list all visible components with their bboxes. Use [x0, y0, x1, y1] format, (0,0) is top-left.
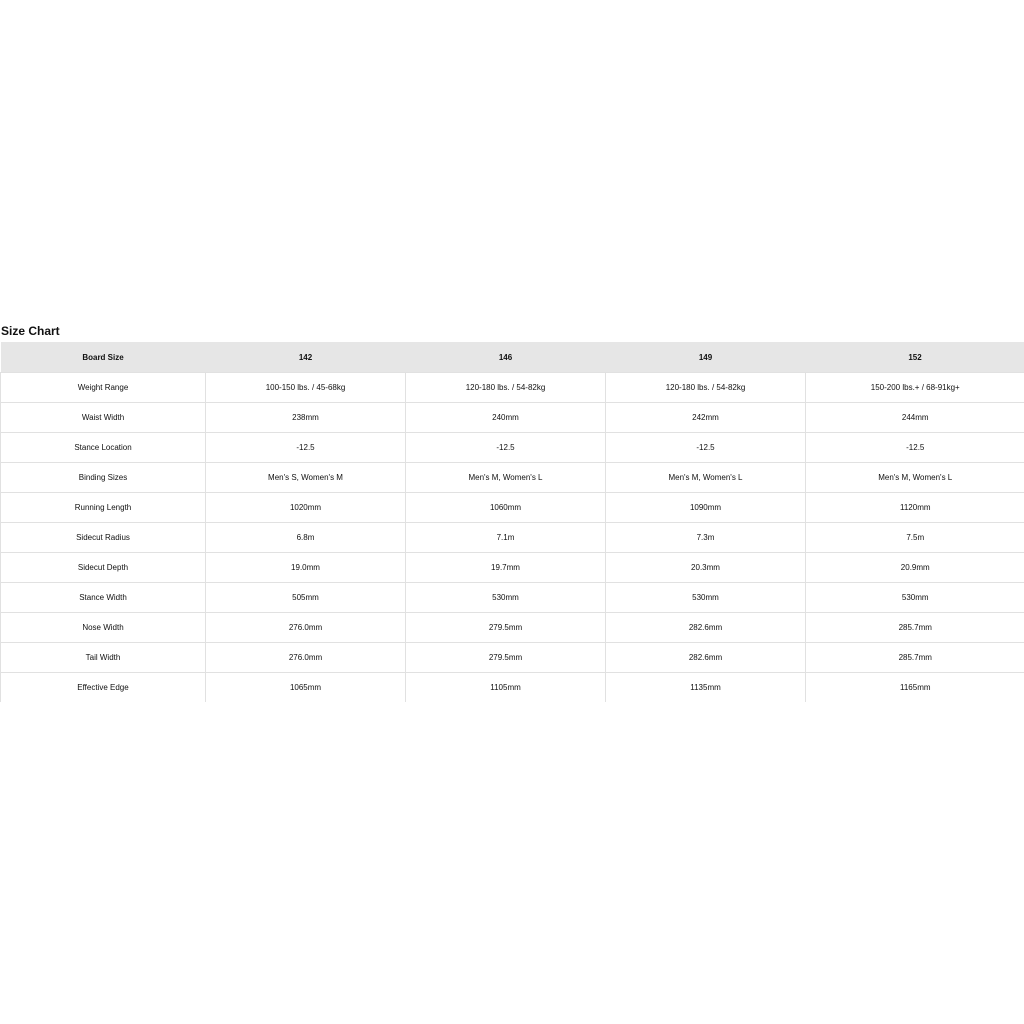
table-row	[1, 463, 1024, 493]
header-cell-146: 146	[406, 342, 606, 373]
table-header-row	[1, 342, 1024, 373]
table-cell-label: Weight Range	[1, 373, 206, 403]
table-cell-size-152: Men's M, Women's L	[806, 463, 1024, 493]
table-row	[1, 373, 1024, 403]
table-row	[1, 403, 1024, 433]
table-cell-size-152: 1165mm	[806, 673, 1024, 703]
header-cell-152: 152	[806, 342, 1024, 373]
table-cell-size-152: -12.5	[806, 433, 1024, 463]
table-cell-label: Binding Sizes	[1, 463, 206, 493]
table-cell-size-142: 276.0mm	[206, 643, 406, 673]
table-cell-size-142: 6.8m	[206, 523, 406, 553]
table-cell-size-149: 7.3m	[606, 523, 806, 553]
table-cell-size-142: 1065mm	[206, 673, 406, 703]
table-cell-size-149: 242mm	[606, 403, 806, 433]
table-row	[1, 523, 1024, 553]
size-chart	[0, 322, 1024, 702]
table-row	[1, 433, 1024, 463]
table-row	[1, 583, 1024, 613]
header-cell-149: 149	[606, 342, 806, 373]
table-cell-label: Sidecut Radius	[1, 523, 206, 553]
table-cell-size-146: 530mm	[406, 583, 606, 613]
header-cell-board-size: Board Size	[1, 342, 206, 373]
table-cell-size-142: 276.0mm	[206, 613, 406, 643]
table-cell-size-142: 238mm	[206, 403, 406, 433]
table-cell-size-152: 244mm	[806, 403, 1024, 433]
table-cell-size-146: 279.5mm	[406, 613, 606, 643]
table-cell-size-142: 100-150 lbs. / 45-68kg	[206, 373, 406, 403]
table-cell-size-152: 20.9mm	[806, 553, 1024, 583]
table-cell-size-146: 1105mm	[406, 673, 606, 703]
table-cell-size-149: -12.5	[606, 433, 806, 463]
table-row	[1, 643, 1024, 673]
table-cell-size-149: 282.6mm	[606, 643, 806, 673]
header-cell-142: 142	[206, 342, 406, 373]
table-cell-size-142: 1020mm	[206, 493, 406, 523]
table-cell-size-152: 150-200 lbs.+ / 68-91kg+	[806, 373, 1024, 403]
table-cell-size-152: 7.5m	[806, 523, 1024, 553]
table-cell-label: Sidecut Depth	[1, 553, 206, 583]
table-cell-label: Effective Edge	[1, 673, 206, 703]
table-cell-size-149: 530mm	[606, 583, 806, 613]
table-cell-size-149: 1135mm	[606, 673, 806, 703]
table-cell-size-146: 19.7mm	[406, 553, 606, 583]
table-cell-size-146: 7.1m	[406, 523, 606, 553]
table-cell-size-149: Men's M, Women's L	[606, 463, 806, 493]
table-cell-size-149: 1090mm	[606, 493, 806, 523]
table-cell-size-142: Men's S, Women's M	[206, 463, 406, 493]
table-cell-size-146: -12.5	[406, 433, 606, 463]
table-cell-label: Waist Width	[1, 403, 206, 433]
table-cell-label: Running Length	[1, 493, 206, 523]
table-cell-size-146: Men's M, Women's L	[406, 463, 606, 493]
table-cell-size-152: 530mm	[806, 583, 1024, 613]
table-cell-size-146: 1060mm	[406, 493, 606, 523]
table-body	[1, 373, 1024, 703]
table-cell-size-142: -12.5	[206, 433, 406, 463]
table-cell-size-146: 279.5mm	[406, 643, 606, 673]
table-cell-size-149: 20.3mm	[606, 553, 806, 583]
table-cell-size-142: 19.0mm	[206, 553, 406, 583]
table-row	[1, 493, 1024, 523]
table-cell-size-146: 120-180 lbs. / 54-82kg	[406, 373, 606, 403]
table-cell-size-142: 505mm	[206, 583, 406, 613]
table-cell-label: Tail Width	[1, 643, 206, 673]
table-cell-size-149: 282.6mm	[606, 613, 806, 643]
table-row	[1, 553, 1024, 583]
table-cell-size-152: 285.7mm	[806, 643, 1024, 673]
table-cell-size-152: 285.7mm	[806, 613, 1024, 643]
table-cell-label: Stance Width	[1, 583, 206, 613]
table-cell-size-152: 1120mm	[806, 493, 1024, 523]
size-chart-title: Size Chart	[1, 324, 60, 338]
table-cell-size-149: 120-180 lbs. / 54-82kg	[606, 373, 806, 403]
table-row	[1, 673, 1024, 703]
size-chart-table	[0, 342, 1024, 702]
table-cell-label: Stance Location	[1, 433, 206, 463]
table-cell-size-146: 240mm	[406, 403, 606, 433]
table-cell-label: Nose Width	[1, 613, 206, 643]
table-row	[1, 613, 1024, 643]
